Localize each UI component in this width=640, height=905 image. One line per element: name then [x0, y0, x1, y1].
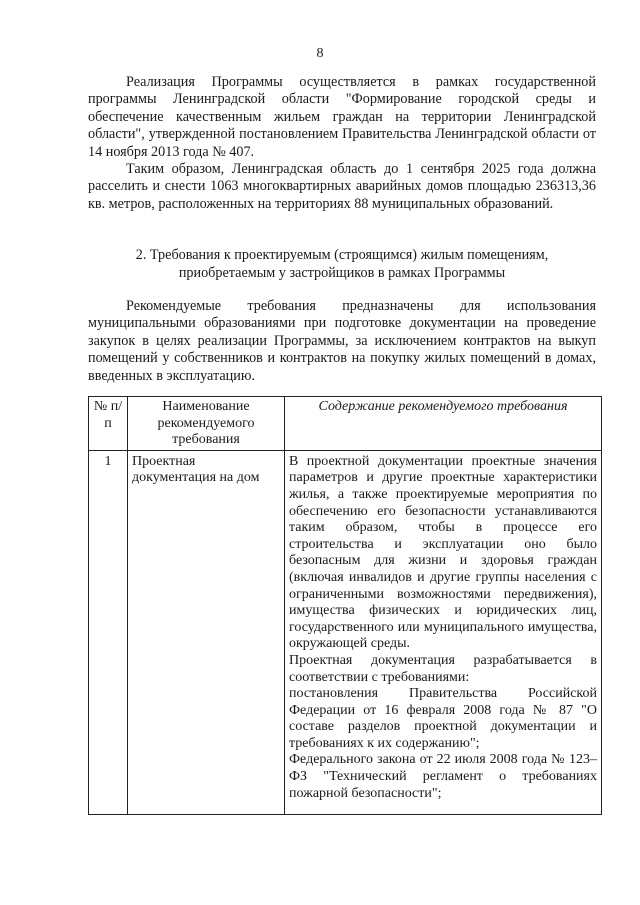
row-content-paragraph-1: В проектной документации проектные значения параметров и другие проектные характеристики жилья, а также проектируемые мероприятия по обеспечению его безопасности устанавливаются таким образом, чтобы в процессе его строительства и эксплуатации оно было безопасным для жизни и здоровья граждан (включая инвалидов и другие группы населения с ограниченными возможностями передвижения), имущества физических и юридических лиц, государственного или муниципального имущества, окружающей среды. [289, 453, 597, 652]
intro-block [88, 74, 596, 213]
section-heading [88, 246, 596, 282]
row-content [285, 450, 602, 814]
table-row [89, 450, 602, 814]
section-paragraph: Рекомендуемые требования предназначены для использования муниципальными образованиями при подготовке документации на проведение закупок в целях реализации Программы, за исключением контрактов на выкуп помещений у собственников и контрактов на покупку жилых помещений в домах, введенных в эксплуатацию. [88, 298, 596, 384]
section-heading-line-1: 2. Требования к проектируемым (строящимся) жилым помещениям, [135, 247, 549, 263]
row-content-paragraph-2: Проектная документация разрабатывается в соответствии с требованиями: [289, 652, 597, 685]
table-header-row [89, 397, 602, 451]
row-name: Проектная документация на дом [128, 450, 285, 814]
row-content-spacer [289, 802, 597, 812]
section-text-block [88, 298, 596, 385]
row-num: 1 [89, 450, 128, 814]
row-content-paragraph-3: постановления Правительства Российской Федерации от 16 февраля 2008 года № 87 "О составе разделов проектной документации и требованиях к их содержанию"; [289, 686, 597, 751]
intro-paragraph-2: Таким образом, Ленинградская область до 1 сентября 2025 года должна расселить и снести 1063 многоквартирных аварийных домов площадью 236313,36 кв. метров, расположенных на территориях 88 муниципальных образований. [88, 161, 596, 212]
header-num: № п/п [89, 397, 128, 451]
intro-paragraph-1: Реализация Программы осуществляется в рамках государственной программы Ленинградской области "Формирование городской среды и обеспечение качественным жильем граждан на территории Ленинградской области", утвержденной постановлением Правительства Ленинградской области от 14 ноября 2013 года № 407. [88, 74, 596, 160]
header-name: Наименование рекомендуемого требования [128, 397, 285, 451]
page-number: 8 [316, 46, 324, 61]
requirements-table [88, 396, 602, 815]
row-content-paragraph-4: Федерального закона от 22 июля 2008 года № 123–ФЗ "Технический регламент о требованиях пожарной безопасности"; [289, 752, 597, 801]
section-heading-line-2: приобретаемым у застройщиков в рамках Программы [178, 265, 506, 281]
header-content: Содержание рекомендуемого требования [285, 397, 602, 451]
